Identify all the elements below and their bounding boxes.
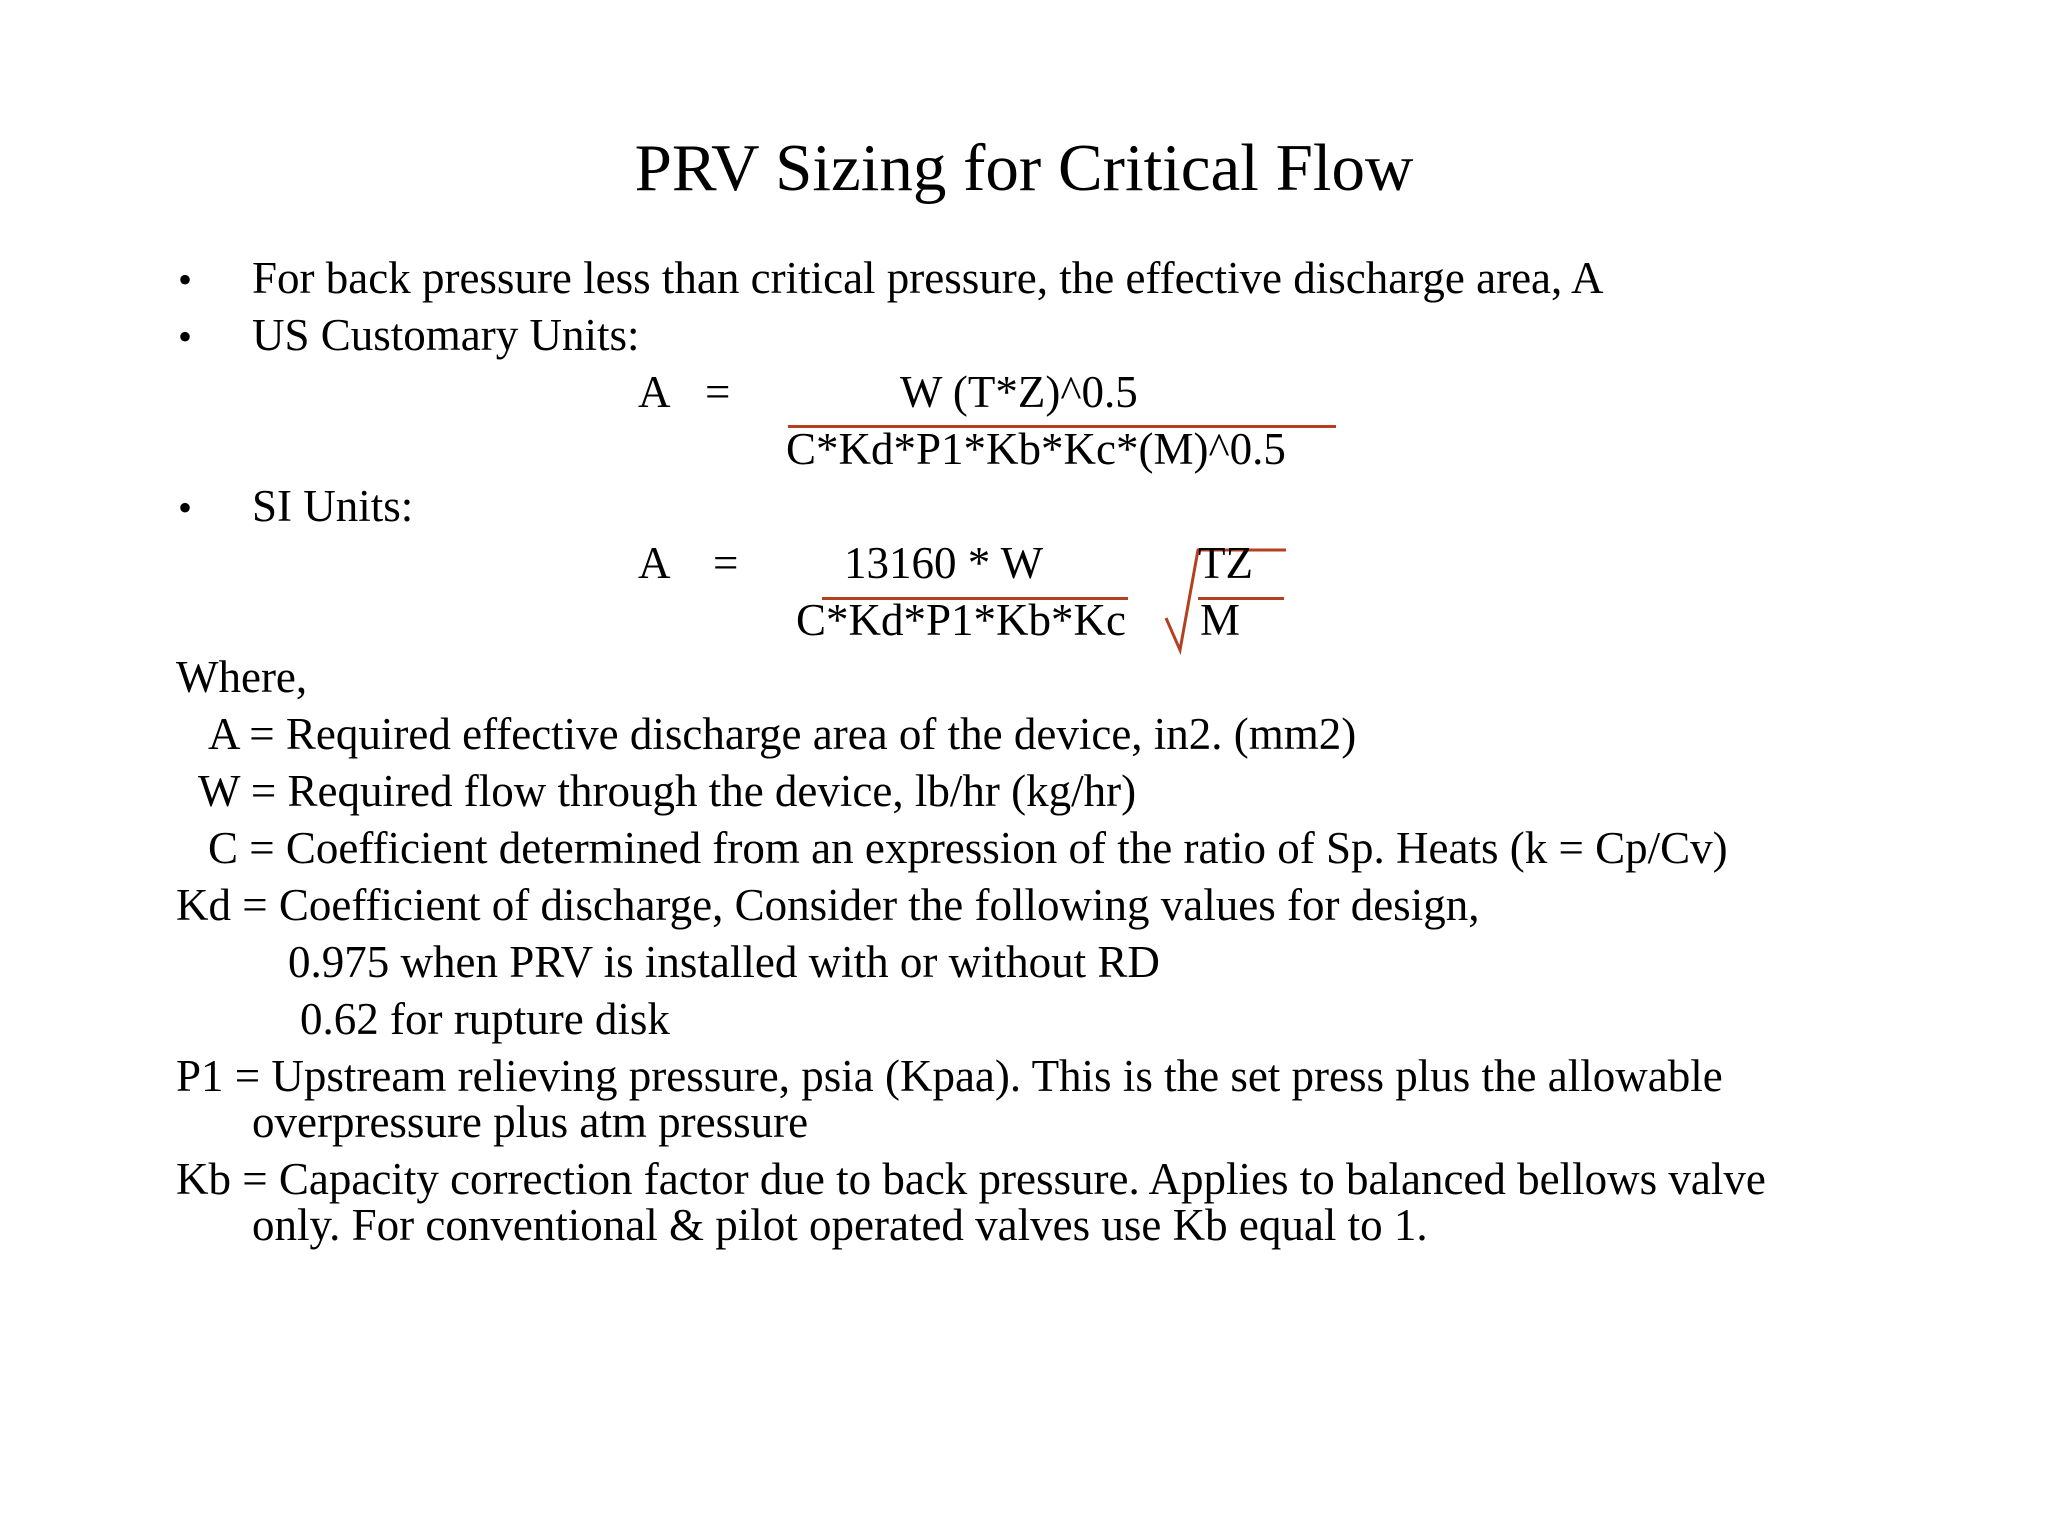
us-formula-equals: =: [705, 367, 731, 417]
definition-p1-line-2: overpressure plus atm pressure: [252, 1097, 809, 1147]
si-formula-numerator: 13160 * W: [844, 538, 1044, 588]
definition-p1-line-1: P1 = Upstream relieving pressure, psia (Kpaa). This is the set press plus the allowable: [176, 1051, 1723, 1101]
bullet-marker: •: [178, 257, 193, 302]
us-formula-lhs: A: [638, 367, 671, 417]
definition-kd-value-1: 0.975 when PRV is installed with or without RD: [288, 937, 1160, 987]
si-formula-root-numerator: TZ: [1198, 538, 1253, 588]
si-formula-root-denominator: M: [1200, 595, 1241, 645]
definition-kb-line-1: Kb = Capacity correction factor due to back pressure. Applies to balanced bellows valve: [176, 1154, 1766, 1204]
slide-title: PRV Sizing for Critical Flow: [634, 131, 1414, 205]
bullet-text-back-pressure: For back pressure less than critical pressure, the effective discharge area, A: [252, 253, 1604, 303]
definition-a: A = Required effective discharge area of the device, in2. (mm2): [208, 709, 1357, 759]
definition-kb-line-2: only. For conventional & pilot operated valves use Kb equal to 1.: [252, 1200, 1428, 1250]
bullet-text-us-units: US Customary Units:: [252, 310, 640, 360]
definition-w: W = Required flow through the device, lb/hr (kg/hr): [198, 766, 1137, 816]
si-formula-denominator: C*Kd*P1*Kb*Kc: [796, 595, 1127, 645]
definition-kd: Kd = Coefficient of discharge, Consider the following values for design,: [176, 880, 1480, 930]
si-formula-lhs: A: [638, 538, 671, 588]
definition-kd-value-2: 0.62 for rupture disk: [300, 994, 670, 1044]
definition-c: C = Coefficient determined from an expression of the ratio of Sp. Heats (k = Cp/Cv): [208, 823, 1728, 873]
us-formula-numerator: W (T*Z)^0.5: [900, 367, 1138, 417]
bullet-marker: •: [178, 314, 193, 359]
si-formula-equals: =: [713, 538, 739, 588]
us-formula-denominator: C*Kd*P1*Kb*Kc*(M)^0.5: [786, 424, 1286, 474]
bullet-text-si-units: SI Units:: [252, 481, 414, 531]
where-label: Where,: [176, 652, 308, 702]
bullet-marker: •: [178, 485, 193, 530]
